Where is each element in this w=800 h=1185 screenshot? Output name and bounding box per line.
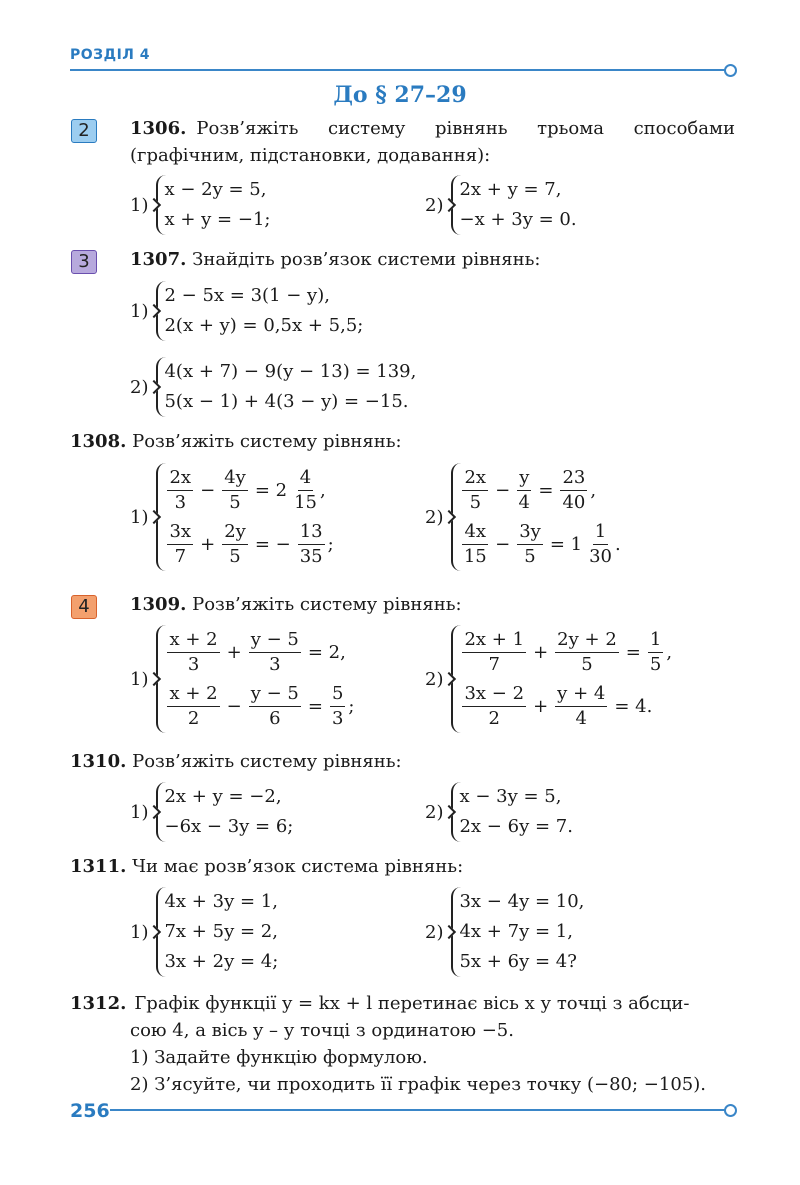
fraction [167, 520, 193, 569]
equation: 3x + 2y = 4; [164, 951, 279, 972]
fraction [298, 520, 325, 569]
fraction [222, 466, 248, 515]
equation [164, 463, 333, 517]
system-1306-1 [130, 175, 270, 235]
equation: 2(x + y) = 0,5x + 5,5; [164, 315, 364, 336]
rhs: = − [254, 533, 291, 555]
problem-number: 1310. [70, 751, 127, 772]
system-label: 1) [130, 194, 149, 216]
problem-text-line2: сою 4, а вісь y – у точці з ординатою −5. [130, 1020, 514, 1041]
equation: x + y = −1; [164, 209, 271, 230]
problem-1308 [70, 428, 402, 455]
operator: − [495, 479, 511, 501]
rhs: = [625, 641, 641, 663]
rhs: = 2 [254, 479, 288, 501]
numerator: 2x [462, 466, 488, 491]
denominator: 5 [229, 545, 241, 567]
system-label: 1) [130, 506, 149, 528]
denominator: 2 [488, 707, 500, 729]
equation: 4x + 7y = 1, [459, 921, 573, 942]
problem-1312-line1 [70, 990, 740, 1017]
equation [164, 679, 354, 733]
fraction [249, 682, 301, 731]
system-label: 2) [425, 668, 444, 690]
rhs: = [538, 479, 554, 501]
denominator: 2 [187, 707, 200, 729]
system-label: 2) [425, 506, 444, 528]
footer-rule-end-dot [724, 1104, 737, 1117]
denominator: 7 [174, 545, 187, 567]
equation: 5(x − 1) + 4(3 − y) = −15. [164, 391, 409, 412]
punctuation: ; [327, 533, 334, 555]
system-brace [156, 357, 416, 417]
punctuation: , [590, 479, 597, 501]
equation: 3x − 4y = 10, [459, 891, 585, 912]
system-1308-1 [130, 463, 334, 571]
numerator: x + 2 [167, 682, 219, 707]
operator: − [495, 533, 511, 555]
system-label: 2) [425, 194, 444, 216]
numerator: x + 2 [167, 628, 219, 653]
footer-rule [110, 1109, 726, 1111]
system-brace [451, 782, 572, 842]
numerator: 13 [298, 520, 325, 545]
system-brace [156, 463, 333, 571]
numerator: y + 4 [555, 682, 607, 707]
denominator: 40 [562, 491, 586, 513]
numerator: y − 5 [249, 682, 301, 707]
level-3-badge: 3 [71, 250, 97, 274]
denominator: 4 [575, 707, 587, 729]
equation [459, 625, 672, 679]
problem-text: Розв’яжіть систему рівнянь: [132, 431, 402, 452]
problem-1312 [70, 990, 740, 1098]
denominator: 5 [524, 545, 536, 567]
chapter-label: РОЗДІЛ 4 [70, 47, 151, 63]
denominator: 35 [299, 545, 323, 567]
system-label: 2) [425, 921, 444, 943]
numerator: 4 [298, 466, 313, 491]
denominator: 5 [469, 491, 482, 513]
system-1311-2 [425, 887, 584, 977]
system-brace [156, 782, 293, 842]
system-1306-2 [425, 175, 577, 235]
system-brace [156, 281, 363, 341]
equation: 2x + y = −2, [164, 786, 282, 807]
system-label: 1) [130, 668, 149, 690]
equation: 2x + y = 7, [459, 179, 562, 200]
numerator: 23 [560, 466, 587, 491]
problem-1309 [130, 591, 462, 618]
equation: x − 3y = 5, [459, 786, 562, 807]
system-label: 1) [130, 300, 149, 322]
numerator: 3x [167, 520, 193, 545]
system-label: 2) [425, 801, 444, 823]
level-2-badge: 2 [71, 119, 97, 143]
numerator: 2x [167, 466, 193, 491]
problem-number: 1311. [70, 856, 127, 877]
fraction [517, 520, 543, 569]
system-1310-2 [425, 782, 573, 842]
problem-1306 [130, 115, 735, 169]
operator: + [226, 641, 242, 663]
system-1309-1 [130, 625, 355, 733]
problem-subtask-2: 2) З’ясуйте, чи проходить її графік через точку (−80; −105). [130, 1074, 706, 1095]
equation: 4(x + 7) − 9(y − 13) = 139, [164, 361, 417, 382]
system-brace [451, 463, 620, 571]
equation: 2x − 6y = 7. [459, 816, 573, 837]
system-1310-1 [130, 782, 293, 842]
system-brace [156, 175, 270, 235]
fraction [555, 628, 619, 677]
fraction [294, 466, 317, 515]
fraction [330, 682, 345, 731]
problem-text: Розв’яжіть систему рівнянь трьома способами [196, 118, 735, 139]
problem-1310 [70, 748, 402, 775]
denominator: 15 [294, 491, 317, 513]
equation: −x + 3y = 0. [459, 209, 577, 230]
system-1309-2 [425, 625, 672, 733]
equation [459, 517, 620, 571]
system-label: 1) [130, 801, 149, 823]
numerator: 4x [462, 520, 488, 545]
problem-text: Знайдіть розв’язок системи рівнянь: [192, 249, 541, 270]
denominator: 5 [649, 653, 662, 675]
punctuation: , [319, 479, 326, 501]
denominator: 3 [174, 491, 187, 513]
problem-number: 1312. [70, 993, 127, 1014]
denominator: 3 [187, 653, 200, 675]
equation [459, 679, 672, 733]
numerator: 2x + 1 [462, 628, 526, 653]
fraction [222, 520, 248, 569]
section-title [0, 82, 800, 108]
equation: 4x + 3y = 1, [164, 891, 278, 912]
operator: − [200, 479, 216, 501]
system-brace [156, 625, 354, 733]
fraction [249, 628, 301, 677]
rhs: = 2, [307, 641, 346, 663]
denominator: 4 [518, 491, 530, 513]
fraction [517, 466, 531, 515]
numerator: y − 5 [249, 628, 301, 653]
numerator: 2y + 2 [555, 628, 619, 653]
denominator: 7 [488, 653, 500, 675]
fraction [462, 628, 526, 677]
system-label: 2) [130, 376, 149, 398]
numerator: 3x − 2 [462, 682, 526, 707]
numerator: 1 [593, 520, 608, 545]
problem-1311 [70, 853, 463, 880]
fraction [167, 628, 219, 677]
equation [164, 625, 354, 679]
equation [459, 463, 620, 517]
section-title-text: До § 27–29 [333, 82, 467, 108]
system-1308-2 [425, 463, 621, 571]
denominator: 5 [581, 653, 593, 675]
rhs: = 1 [549, 533, 583, 555]
denominator: 15 [463, 545, 487, 567]
header-rule [70, 69, 726, 71]
equation: 2 − 5x = 3(1 − y), [164, 285, 330, 306]
system-label: 1) [130, 921, 149, 943]
numerator: 3y [517, 520, 543, 545]
system-1307-2 [130, 357, 416, 417]
rhs: = 4. [614, 695, 653, 717]
numerator: 4y [222, 466, 248, 491]
equation: 5x + 6y = 4? [459, 951, 577, 972]
numerator: 5 [330, 682, 345, 707]
system-brace [156, 887, 278, 977]
denominator: 30 [589, 545, 612, 567]
fraction [462, 682, 526, 731]
rhs: = [307, 695, 323, 717]
fraction [462, 520, 488, 569]
header-rule-end-dot [724, 64, 737, 77]
equation: x − 2y = 5, [164, 179, 267, 200]
problem-number: 1309. [130, 594, 187, 615]
denominator: 5 [229, 491, 241, 513]
punctuation: ; [348, 695, 355, 717]
operator: + [533, 641, 549, 663]
denominator: 3 [269, 653, 281, 675]
page-number: 256 [70, 1100, 110, 1122]
system-brace [451, 625, 672, 733]
equation: −6x − 3y = 6; [164, 816, 294, 837]
punctuation: . [614, 533, 621, 555]
level-4-badge: 4 [71, 595, 97, 619]
numerator: 1 [648, 628, 663, 653]
problem-text-line2: (графічним, підстановки, додавання): [130, 145, 491, 166]
operator: + [200, 533, 216, 555]
punctuation: , [666, 641, 673, 663]
system-1307-1 [130, 281, 363, 341]
equation [164, 517, 333, 571]
operator: − [226, 695, 242, 717]
denominator: 3 [331, 707, 344, 729]
fraction [555, 682, 607, 731]
equation: 7x + 5y = 2, [164, 921, 278, 942]
problem-1307 [130, 246, 541, 273]
system-brace [451, 175, 576, 235]
problem-text: Чи має розв’язок система рівнянь: [132, 856, 464, 877]
problem-text: Розв’яжіть систему рівнянь: [132, 751, 402, 772]
fraction [167, 466, 193, 515]
operator: + [533, 695, 549, 717]
numerator: 2y [222, 520, 248, 545]
system-1311-1 [130, 887, 278, 977]
fraction [462, 466, 488, 515]
problem-number: 1306. [130, 118, 187, 139]
numerator: y [517, 466, 531, 491]
problem-number: 1307. [130, 249, 187, 270]
problem-1306-line1 [130, 115, 735, 142]
problem-text: Розв’яжіть систему рівнянь: [192, 594, 462, 615]
problem-number: 1308. [70, 431, 127, 452]
fraction [560, 466, 587, 515]
problem-subtask-1: 1) Задайте функцію формулою. [130, 1047, 428, 1068]
system-brace [451, 887, 584, 977]
fraction [648, 628, 663, 677]
fraction [589, 520, 612, 569]
denominator: 6 [269, 707, 281, 729]
problem-text: Графік функції y = kx + l перетинає вісь x у точці з абсци- [134, 993, 690, 1014]
fraction [167, 682, 219, 731]
